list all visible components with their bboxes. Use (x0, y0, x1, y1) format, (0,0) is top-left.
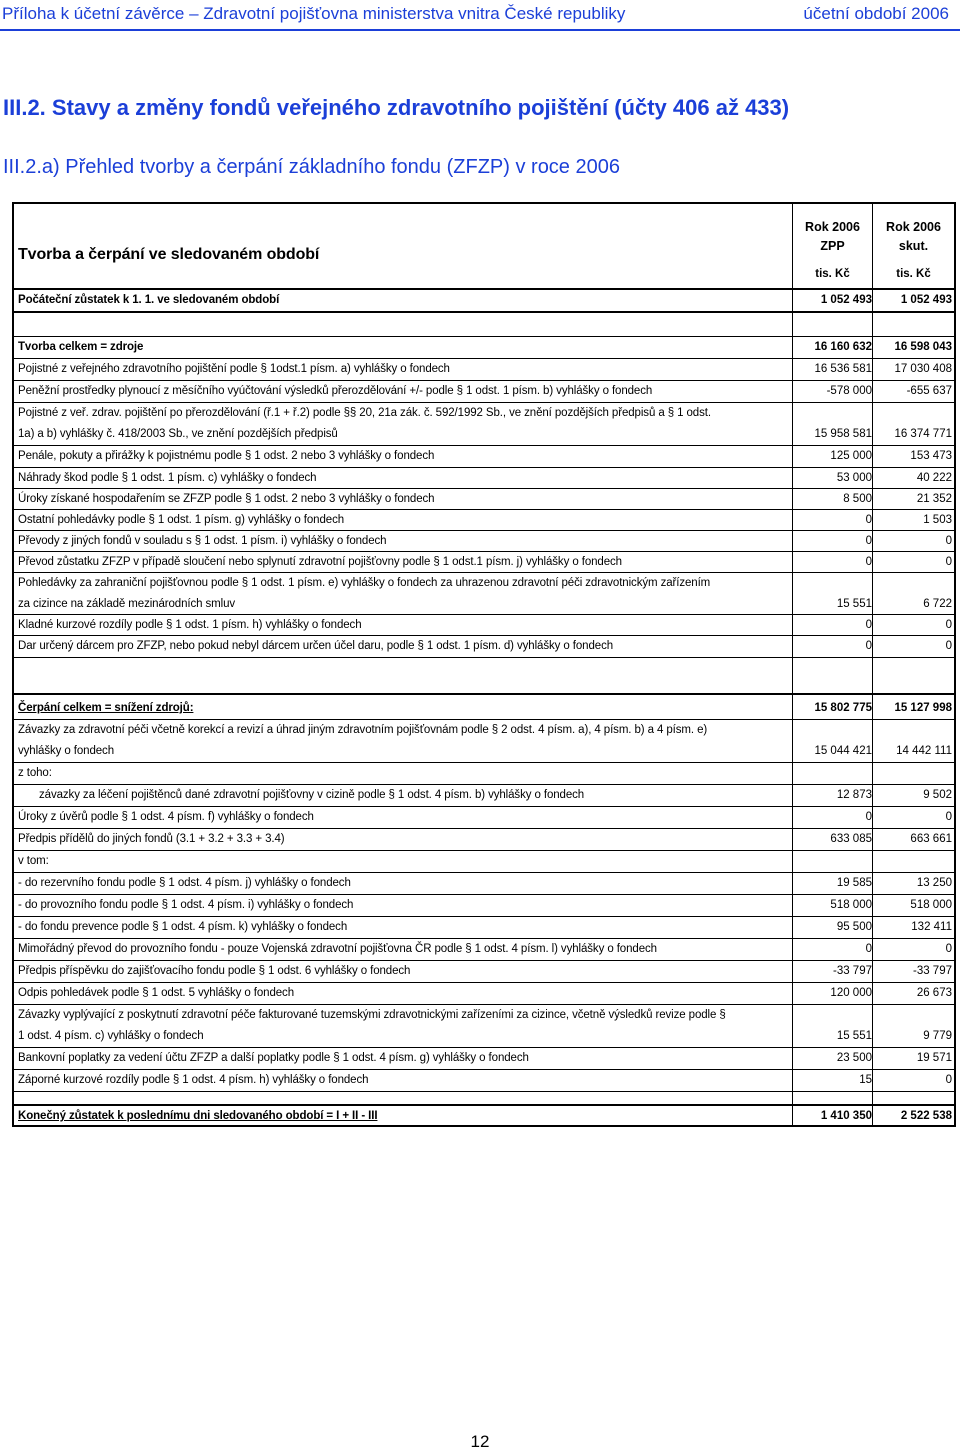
closing-balance-row: Konečný zůstatek k poslednímu dni sledovaného období = I + II - III 1 410 350 2 522 538 (18, 1110, 952, 1122)
table-row: v tom: (18, 855, 49, 867)
table-row: Dar určený dárcem pro ZFZP, nebo pokud nebyl dárcem určen účel daru, podle § 1 odst. 1 písm. d) vyhlášky o fondech 0 0 (18, 640, 952, 652)
table-row: Peněžní prostředky plynoucí z měsíčního vyúčtování výsledků přerozdělování +/- podle § 1 odst. 1 písm. b) vyhlášky o fondech -578 000 -655 637 (18, 385, 952, 397)
col2-unit: tis. Kč (896, 268, 931, 280)
section-heading: III.2. Stavy a změny fondů veřejného zdravotního pojištění (účty 406 až 433) (3, 95, 790, 120)
table-row: - do fondu prevence podle § 1 odst. 4 písm. k) vyhlášky o fondech 95 500 132 411 (18, 921, 952, 933)
page-number: 12 (470, 1432, 490, 1451)
table-title: Tvorba a čerpání ve sledovaném období (18, 246, 320, 263)
page-header (0, 0, 960, 29)
col1-unit: tis. Kč (815, 268, 850, 280)
fund-table (12, 202, 956, 1127)
table-row: Mimořádný převod do provozního fondu - pouze Vojenská zdravotní pojišťovna ČR podle § 1 odst. 4 písm. l) vyhlášky o fondech 0 0 (18, 943, 952, 955)
col2-head-line2: skut. (898, 239, 929, 253)
table-row: Úroky z úvěrů podle § 1 odst. 4 písm. f) vyhlášky o fondech 0 0 (18, 811, 952, 823)
table-row: Předpis přídělů do jiných fondů (3.1 + 3.2 + 3.3 + 3.4) 633 085 663 661 (18, 833, 952, 845)
col1-head-line1: Rok 2006 (805, 220, 860, 234)
table-row: Kladné kurzové rozdíly podle § 1 odst. 1 písm. h) vyhlášky o fondech 0 0 (18, 619, 952, 631)
col1-head-line2: ZPP (820, 239, 845, 253)
table-row: - do provozního fondu podle § 1 odst. 4 písm. i) vyhlášky o fondech 518 000 518 000 (18, 899, 952, 911)
table-row: Závazky za zdravotní péči včetně korekcí a revizí a úhrad jiným zdravotním pojišťovnám podle § 2 odst. 4 písm. a), 4 písm. b) a 4 písm. e) vyhlášky o fondech 15 044 421 14 442 111 (18, 724, 952, 757)
header-title: Příloha k účetní závěrce – Zdravotní pojišťovna ministerstva vnitra České republiky (2, 4, 626, 23)
header-rule (0, 29, 960, 31)
table-row: Bankovní poplatky za vedení účtu ZFZP a další poplatky podle § 1 odst. 4 písm. g) vyhlášky o fondech 23 500 19 571 (18, 1052, 952, 1064)
table-row: Náhrady škod podle § 1 odst. 1 písm. c) vyhlášky o fondech 53 000 40 222 (18, 472, 952, 484)
col2-head-line1: Rok 2006 (886, 220, 941, 234)
tvorba-total-row: Tvorba celkem = zdroje 16 160 632 16 598 043 (18, 341, 952, 353)
cerpani-total-row: Čerpání celkem = snížení zdrojů: 15 802 775 15 127 998 (18, 702, 952, 714)
table-row: z toho: (18, 767, 52, 779)
opening-balance-row: Počáteční zůstatek k 1. 1. ve sledovaném období 1 052 493 1 052 493 (18, 294, 952, 306)
table-row: Záporné kurzové rozdíly podle § 1 odst. 4 písm. h) vyhlášky o fondech 15 0 (18, 1074, 952, 1086)
subsection-heading: III.2.a) Přehled tvorby a čerpání základního fondu (ZFZP) v roce 2006 (3, 156, 620, 178)
table-row: Pojistné z veř. zdrav. pojištění po přerozdělování (ř.1 + ř.2) podle §§ 20, 21a zák. č. 592/1992 Sb., ve znění pozdějších předpisů a § 1 odst. 1a) a b) vyhlášky č. 418/2003 Sb., ve znění pozdějších předpisů 15 958 581 16 374 771 (18, 407, 952, 440)
table-row: závazky za léčení pojištěnců dané zdravotní pojišťovny v cizině podle § 1 odst. 4 písm. b) vyhlášky o fondech 12 873 9 502 (39, 789, 952, 801)
table-row: Penále, pokuty a přirážky k pojistnému podle § 1 odst. 2 nebo 3 vyhlášky o fondech 125 000 153 473 (18, 450, 952, 462)
table-row: - do rezervního fondu podle § 1 odst. 4 písm. j) vyhlášky o fondech 19 585 13 250 (18, 877, 952, 889)
table-row: Úroky získané hospodařením se ZFZP podle § 1 odst. 2 nebo 3 vyhlášky o fondech 8 500 21 352 (18, 493, 952, 505)
table-row: Ostatní pohledávky podle § 1 odst. 1 písm. g) vyhlášky o fondech 0 1 503 (18, 514, 952, 526)
table-row: Předpis příspěvku do zajišťovacího fondu podle § 1 odst. 6 vyhlášky o fondech -33 797 -33 797 (18, 965, 952, 977)
table-row: Převod zůstatku ZFZP v případě sloučení nebo splynutí zdravotní pojišťovny podle § 1 odst.1 písm. j) vyhlášky o fondech 0 0 (18, 556, 952, 568)
table-row: Pojistné z veřejného zdravotního pojištění podle § 1odst.1 písm. a) vyhlášky o fondech 16 536 581 17 030 408 (18, 363, 952, 375)
table-row: Závazky vyplývající z poskytnutí zdravotní péče fakturované tuzemskými zdravotnickými zařízeními za cizince, včetně výsledků revize podle § 1 odst. 4 písm. c) vyhlášky o fondech 15 551 9 779 (18, 1009, 952, 1042)
table-row: Pohledávky za zahraniční pojišťovnou podle § 1 odst. 1 písm. e) vyhlášky o fondech za uhrazenou zdravotní péči zdravotnickým zařízením za cizince na základě mezinárodních smluv 15 551 6 722 (18, 577, 952, 610)
table-row: Převody z jiných fondů v souladu s § 1 odst. 1 písm. i) vyhlášky o fondech 0 0 (18, 535, 952, 547)
header-period: účetní období 2006 (803, 4, 949, 23)
table-row: Odpis pohledávek podle § 1 odst. 5 vyhlášky o fondech 120 000 26 673 (18, 987, 952, 999)
